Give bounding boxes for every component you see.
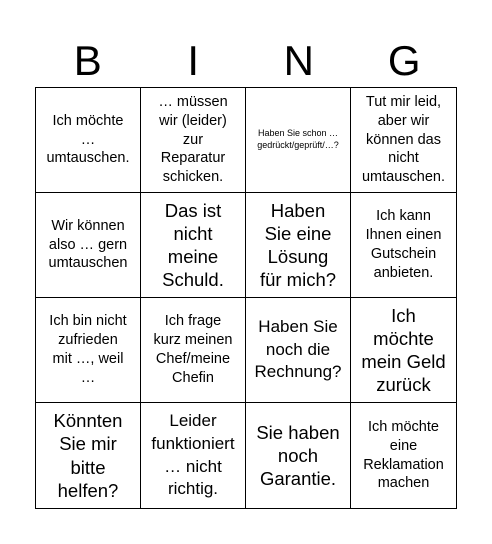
cell-text: Das ist nicht meine Schuld.	[162, 199, 224, 291]
header-letter-b: B	[73, 37, 102, 84]
bingo-cell[interactable]	[141, 403, 246, 508]
bingo-cell[interactable]	[141, 88, 246, 193]
cell-text: Könnten Sie mir bitte helfen?	[53, 410, 123, 501]
bingo-cell[interactable]	[36, 298, 141, 403]
bingo-cell[interactable]	[246, 88, 351, 193]
cell-text: Ich möchte mein Geld zurück	[361, 304, 446, 396]
bingo-cell[interactable]	[351, 193, 456, 298]
bingo-header	[35, 34, 457, 88]
bingo-cell[interactable]	[141, 193, 246, 298]
cell-text: Leider funktioniert … nicht richtig.	[151, 411, 235, 499]
bingo-cell[interactable]	[351, 298, 456, 403]
bingo-cell[interactable]	[246, 403, 351, 508]
bingo-cell[interactable]	[141, 298, 246, 403]
cell-text: Wir können also … gern umtauschen	[48, 217, 128, 272]
cell-text: Haben Sie eine Lösung für mich?	[259, 199, 337, 291]
bingo-cell[interactable]	[36, 88, 141, 193]
cell-text: Ich möchte … umtauschen.	[46, 112, 130, 167]
bingo-cell[interactable]	[246, 298, 351, 403]
cell-text: Ich frage kurz meinen Chef/meine Chefin	[153, 313, 233, 386]
cell-text: Haben Sie noch die Rechnung?	[254, 317, 342, 382]
bingo-cell[interactable]	[351, 88, 456, 193]
header-letter-g: G	[387, 37, 421, 84]
cell-text: … müssen wir (leider) zur Reparatur schicken.	[158, 93, 228, 186]
bingo-cell[interactable]	[351, 403, 456, 508]
cell-text: Ich kann Ihnen einen Gutschein anbieten.	[365, 208, 442, 281]
bingo-cell[interactable]	[36, 403, 141, 508]
header-letter-n: N	[283, 37, 314, 84]
header-letter-i: I	[187, 37, 200, 84]
cell-text: Sie haben noch Garantie.	[256, 421, 340, 490]
bingo-cell[interactable]	[36, 193, 141, 298]
cell-text: Tut mir leid, aber wir können das nicht umtauschen.	[361, 93, 446, 186]
bingo-cell[interactable]	[246, 193, 351, 298]
bingo-grid	[35, 87, 457, 509]
cell-text: Haben Sie schon … gedrückt/geprüft/…?	[257, 128, 339, 150]
cell-text: Ich bin nicht zufrieden mit …, weil …	[49, 313, 127, 386]
cell-text: Ich möchte eine Reklamation machen	[363, 418, 444, 492]
